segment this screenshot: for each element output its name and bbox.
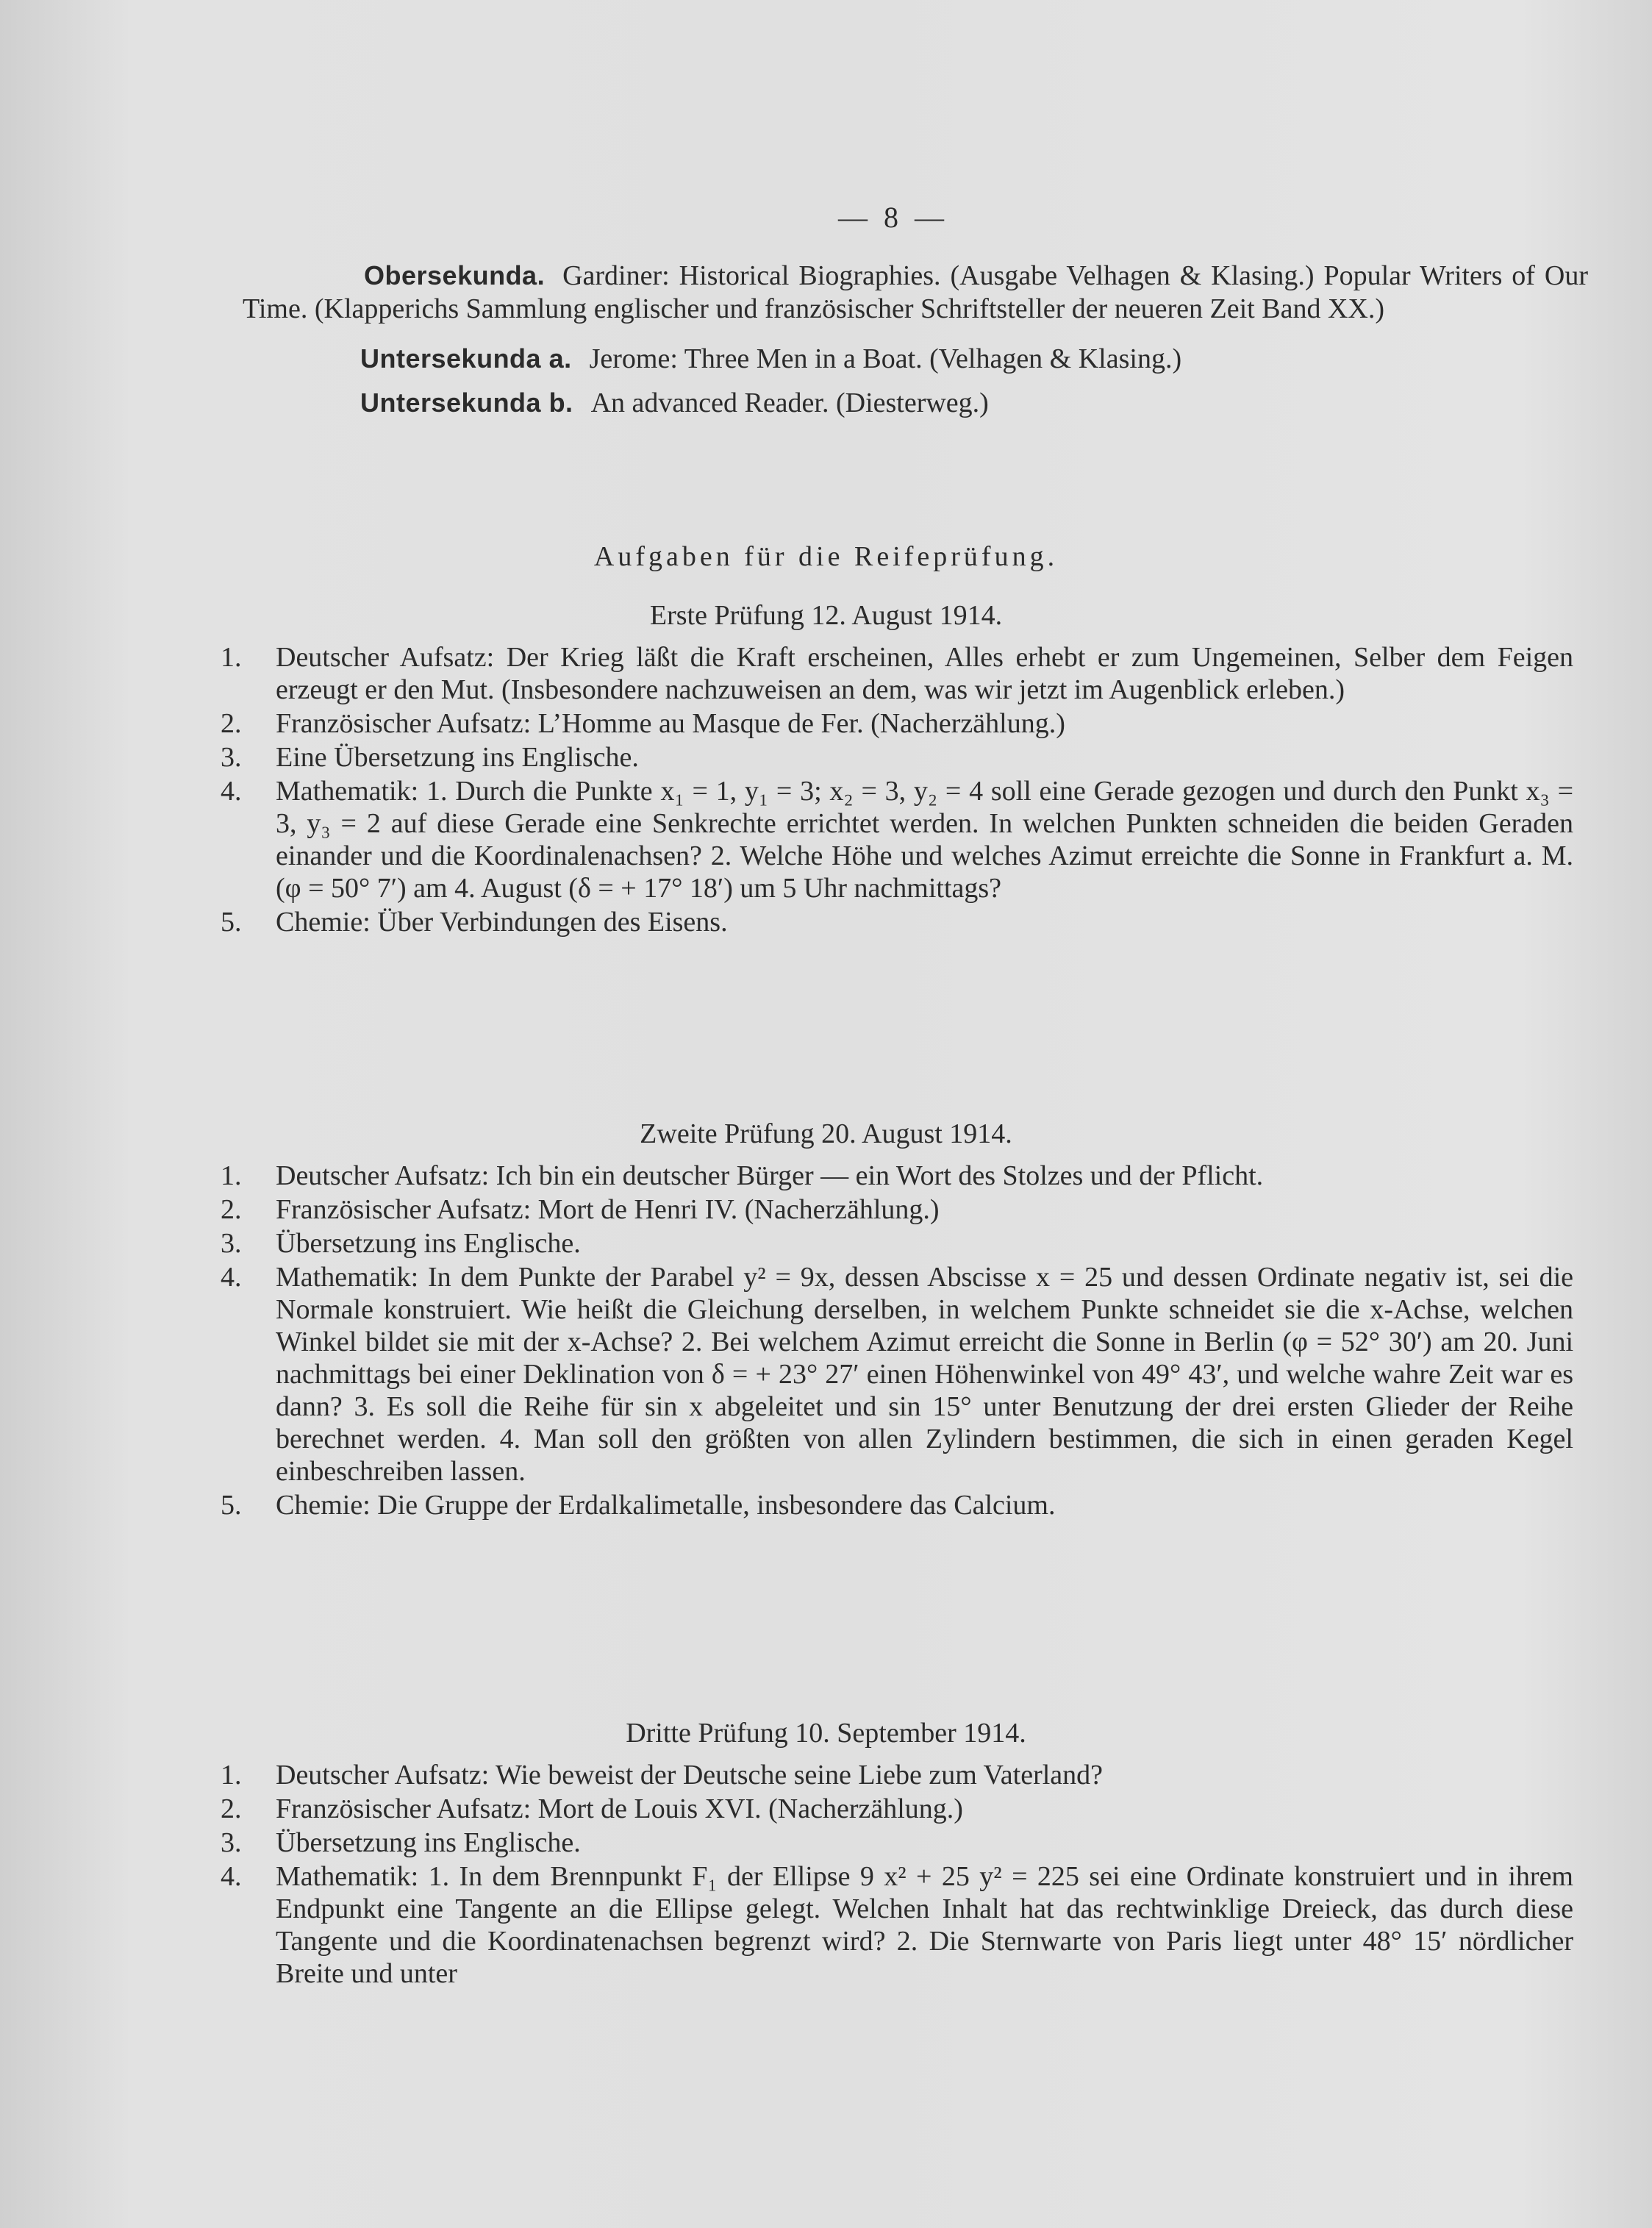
item-number: 2. [221, 1793, 242, 1824]
reading-text: Gardiner: Historical Biographies. (Ausgabe Velhagen & Klasing.) Popular Writers of Our Time. (Klapperichs Sammlung englischer und französischer Schriftsteller der neueren Zeit Band XX.) [243, 260, 1588, 324]
exam-item [221, 1160, 1573, 1192]
item-number: 5. [221, 1490, 242, 1521]
reading-text: Jerome: Three Men in a Boat. (Velhagen & Klasing.) [589, 343, 1182, 374]
exam-item [221, 741, 1573, 774]
exam-item [221, 707, 1573, 740]
page-number: — 8 — [838, 201, 948, 234]
exam-item [221, 1759, 1573, 1791]
item-number: 1. [221, 1760, 242, 1790]
item-number: 4. [221, 1262, 242, 1293]
item-number: 3. [221, 742, 242, 773]
item-text: Französischer Aufsatz: Mort de Henri IV. (Nacherzählung.) [276, 1194, 940, 1225]
item-text: Chemie: Über Verbindungen des Eisens. [276, 907, 728, 938]
exam-item [221, 1860, 1573, 1990]
exam-item [221, 1193, 1573, 1226]
item-number: 1. [221, 642, 242, 673]
exam-item [221, 641, 1573, 706]
item-text: Eine Übersetzung ins Englische. [276, 742, 639, 773]
item-text: Deutscher Aufsatz: Wie beweist der Deutsche seine Liebe zum Vaterland? [276, 1760, 1104, 1790]
class-label: Untersekunda b. [360, 388, 573, 418]
item-number: 3. [221, 1827, 242, 1858]
exam-item [221, 1793, 1573, 1825]
exam-title-1: Erste Prüfung 12. August 1914. [649, 600, 1003, 631]
item-number: 4. [221, 776, 242, 807]
exam-1-items [221, 641, 1573, 938]
item-text: Übersetzung ins Englische. [276, 1827, 581, 1858]
item-text: Deutscher Aufsatz: Der Krieg läßt die Kraft erscheinen, Alles erhebt er zum Ungemeinen, Selber dem Feigen erzeugt er den Mut. (Insbesondere nachzuweisen an dem, was wir jetzt im Augenblick erleben.) [276, 642, 1573, 705]
item-text: Mathematik: In dem Punkte der Parabel y² = 9x, dessen Abscisse x = 25 und dessen Ordinate negativ ist, sei die Normale konstruiert. Wie heißt die Gleichung derselben, in welchem Punkte schneidet sie die x-Achse, welchen Winkel bildet sie mit der x-Achse? 2. Bei welchem Azimut erreicht die Sonne in Berlin (φ = 52° 30′) am 20. Juni nachmittags bei einer Deklination von δ = + 23° 27′ einen Höhenwinkel von 49° 43′, und welche wahre Zeit war es dann? 3. Es soll die Reihe für sin x abgeleitet und sin 15° unter Benutzung der drei ersten Glieder der Reihe berechnet werden. 4. Man soll den größten von allen Zylindern bestimmen, die sich in einen geraden Kegel einbeschreiben lassen. [276, 1262, 1573, 1487]
item-text: Chemie: Die Gruppe der Erdalkalimetalle, insbesondere das Calcium. [276, 1490, 1056, 1521]
main-heading: Aufgaben für die Reifeprüfung. [593, 541, 1059, 572]
exam-item [221, 775, 1573, 904]
reading-entry-obersekunda [243, 259, 1588, 326]
exam-3-items [221, 1759, 1573, 1990]
item-text: Französischer Aufsatz: Mort de Louis XVI. (Nacherzählung.) [276, 1793, 963, 1824]
exam-item [221, 906, 1573, 938]
exam-item [221, 1227, 1573, 1260]
reading-entry-untersekunda-b [243, 386, 1588, 420]
item-number: 3. [221, 1228, 242, 1259]
item-text: Französischer Aufsatz: L’Homme au Masque de Fer. (Nacherzählung.) [276, 708, 1065, 739]
item-text: Mathematik: 1. In dem Brennpunkt F₁ der Ellipse 9 x² + 25 y² = 225 sei eine Ordinate konstruiert und in ihrem Endpunkt eine Tangente an die Ellipse gelegt. Welchen Inhalt hat das rechtwinklige Dreieck, das durch diese Tangente und die Koordinatenachsen begrenzt wird? 2. Die Sternwarte von Paris liegt unter 48° 15′ nördlicher Breite und unter [276, 1861, 1573, 1989]
exam-item [221, 1827, 1573, 1859]
item-text: Übersetzung ins Englische. [276, 1228, 581, 1259]
reading-list [243, 259, 1588, 430]
item-number: 5. [221, 907, 242, 938]
reading-text: An advanced Reader. (Diesterweg.) [590, 388, 989, 418]
exam-item [221, 1489, 1573, 1521]
item-text: Mathematik: 1. Durch die Punkte x₁ = 1, y₁ = 3; x₂ = 3, y₂ = 4 soll eine Gerade gezogen und durch den Punkt x₃ = 3, y₃ = 2 auf diese Gerade eine Senkrechte errichtet werden. In welchen Punkten schneiden die beiden Geraden einander und die Koordinalenachsen? 2. Welche Höhe und welches Azimut erreichte die Sonne in Frankfurt a. M. (φ = 50° 7′) am 4. August (δ = + 17° 18′) um 5 Uhr nachmittags? [276, 776, 1573, 904]
item-number: 2. [221, 1194, 242, 1225]
exam-title-3: Dritte Prüfung 10. September 1914. [626, 1718, 1026, 1749]
exam-title-2: Zweite Prüfung 20. August 1914. [640, 1118, 1012, 1149]
class-label: Obersekunda. [364, 260, 546, 290]
item-number: 2. [221, 708, 242, 739]
item-text: Deutscher Aufsatz: Ich bin ein deutscher Bürger — ein Wort des Stolzes und der Pflicht. [276, 1160, 1264, 1191]
exam-item [221, 1261, 1573, 1488]
class-label: Untersekunda a. [360, 343, 572, 374]
item-number: 1. [221, 1160, 242, 1191]
reading-entry-untersekunda-a [243, 342, 1588, 376]
item-number: 4. [221, 1861, 242, 1892]
exam-2-items [221, 1160, 1573, 1521]
